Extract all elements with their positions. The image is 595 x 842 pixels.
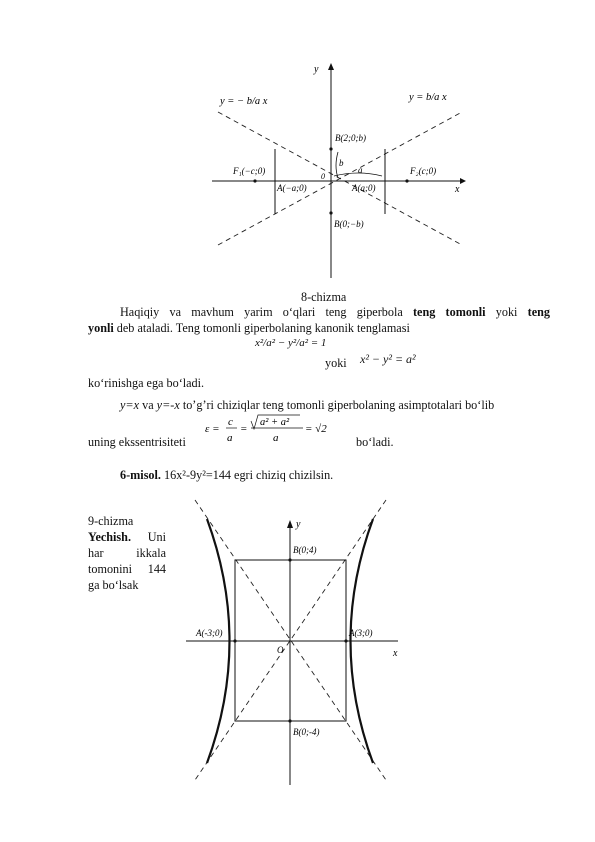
fig8-b-label: b [339, 158, 344, 168]
figure-8-caption: 8-chizma [301, 290, 347, 304]
fig9-a-right-label: A(3;0) [349, 628, 373, 638]
fig8-x-axis-label: x [455, 184, 460, 195]
example-label: 6-misol. [120, 468, 161, 482]
term-teng-tomonli: teng tomonli [412, 305, 486, 319]
figure-9-diagram [185, 495, 400, 785]
fig8-a2-label: A(a;0) [352, 183, 376, 193]
equation-yoki: yoki [325, 356, 347, 370]
asymptotes-sentence: y=x va y=-x to’g’ri chiziqlar teng tomonli giperbolaning asimptotalari bo‘lib [120, 398, 495, 412]
fig8-asymptote-left-label: y = − b/a x [220, 96, 268, 107]
eccentricity-pre: uning ekssentrisiteti [88, 435, 186, 449]
svg-text:a: a [273, 432, 279, 444]
solution-line-4: ga bo‘lsak [88, 578, 139, 592]
solution-line-1: Yechish. Uni [88, 530, 166, 544]
example-6: 6-misol. 16x²-9y²=144 egri chiziq chizilsin. [120, 468, 334, 482]
fig8-a1-label: A(−a;0) [277, 183, 307, 193]
figure-9-label: 9-chizma [88, 514, 134, 528]
fig8-y-axis-label: y [314, 64, 319, 75]
fig9-x-axis-label: x [393, 648, 398, 659]
paragraph-korinish: ko‘rinishga ega bo‘ladi. [88, 376, 205, 390]
fig8-f2-label: F₂(c;0) [410, 166, 437, 176]
svg-text:ε =: ε = [205, 423, 220, 435]
fig8-f1-label: F₁(−c;0) [233, 166, 266, 176]
fig9-a-left-label: A(-3;0) [196, 628, 223, 638]
fig9-b-bottom-label: B(0;-4) [293, 727, 320, 737]
eccentricity-post: bo‘ladi. [356, 435, 394, 449]
fig8-asymptote-right-label: y = b/a x [409, 92, 447, 103]
solution-line-3: tomonini 144 [88, 562, 166, 576]
fig8-a-label: a [358, 165, 363, 175]
figure-8-diagram [205, 55, 470, 280]
fig8-b2-label: B(2;0;b) [335, 133, 366, 143]
eccentricity-formula [205, 413, 330, 447]
svg-text:=: = [240, 423, 248, 435]
canonical-equation-simple: x² − y² = a² [360, 352, 416, 366]
fig8-origin-label: 0 [321, 172, 325, 181]
canonical-equation-fraction: x²/a² − y²/a² = 1 [255, 337, 327, 349]
svg-text:c: c [228, 416, 233, 428]
paragraph-line-2: yonli deb ataladi. Teng tomonli giperbolaning kanonik tenglamasi [88, 321, 410, 335]
fig9-origin-label: O [277, 645, 284, 655]
svg-text:= √2: = √2 [305, 423, 327, 435]
fig9-y-axis-label: y [296, 519, 301, 530]
fig9-b-top-label: B(0;4) [293, 545, 317, 555]
svg-text:a: a [227, 432, 233, 444]
svg-text:a² + a²: a² + a² [260, 417, 290, 428]
fig8-b1-label: B(0;−b) [334, 219, 364, 229]
paragraph-line-1: Haqiqiy va mavhum yarim o‘qlari teng giperbola teng tomonli yoki teng [120, 305, 550, 319]
solution-line-2: har ikkala [88, 546, 166, 560]
